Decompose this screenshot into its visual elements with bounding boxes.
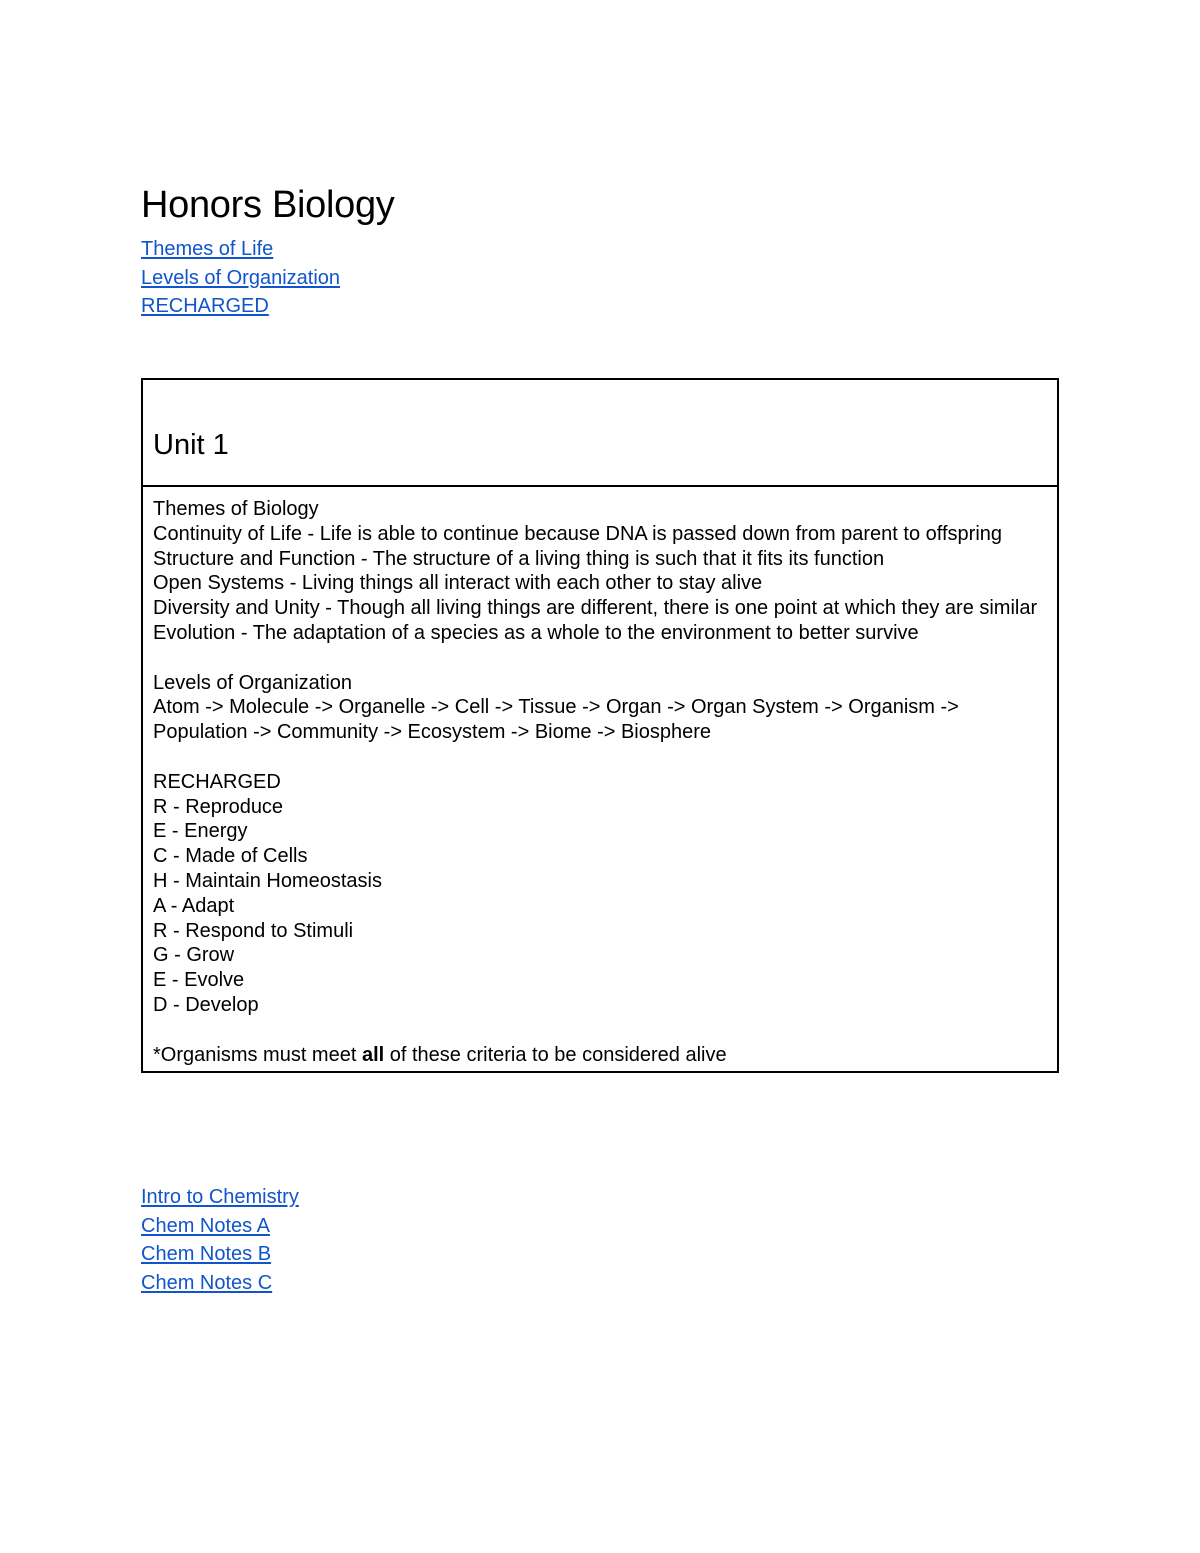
criteria-note xyxy=(153,1043,1045,1068)
levels-heading: Levels of Organization xyxy=(153,671,353,694)
levels-sequence: Atom -> Molecule -> Organelle -> Cell -> Tissue -> Organ -> Organ System -> Organism -> Population -> Community -> Ecosystem -> Biome -> Biosphere xyxy=(153,696,959,744)
spacer xyxy=(153,1018,1045,1043)
link-chem-notes-c[interactable]: Chem Notes C xyxy=(141,1272,273,1295)
theme-item: Continuity of Life - Life is able to continue because DNA is passed down from parent to offspring xyxy=(153,522,1003,545)
recharged-item: G - Grow xyxy=(153,944,235,967)
note-text: of these criteria to be considered alive xyxy=(384,1043,727,1066)
bottom-link-list xyxy=(141,1183,299,1298)
recharged-item: R - Reproduce xyxy=(153,795,284,818)
unit-body-cell xyxy=(143,487,1057,1071)
link-themes-of-life[interactable]: Themes of Life xyxy=(141,238,274,260)
theme-item: Structure and Function - The structure of a living thing is such that it fits its function xyxy=(153,547,885,570)
link-chem-notes-b[interactable]: Chem Notes B xyxy=(141,1243,272,1266)
recharged-item: E - Evolve xyxy=(153,969,245,992)
recharged-item: R - Respond to Stimuli xyxy=(153,919,354,942)
recharged-item: D - Develop xyxy=(153,993,259,1016)
link-levels-of-organization[interactable]: Levels of Organization xyxy=(141,266,341,289)
link-item xyxy=(141,1240,299,1269)
unit-heading: Unit 1 xyxy=(153,429,229,461)
link-item xyxy=(141,264,340,293)
recharged-item: C - Made of Cells xyxy=(153,845,308,868)
link-item xyxy=(141,1183,299,1212)
recharged-heading: RECHARGED xyxy=(153,770,281,793)
themes-heading: Themes of Biology xyxy=(153,498,319,520)
unit-table xyxy=(141,378,1059,1073)
top-link-list xyxy=(141,235,340,321)
spacer xyxy=(153,646,1045,671)
theme-item: Open Systems - Living things all interact with each other to stay alive xyxy=(153,572,763,595)
recharged-item: E - Energy xyxy=(153,820,248,843)
link-item xyxy=(141,235,340,264)
link-intro-to-chemistry[interactable]: Intro to Chemistry xyxy=(141,1186,299,1208)
note-text: *Organisms must meet xyxy=(153,1043,362,1066)
link-chem-notes-a[interactable]: Chem Notes A xyxy=(141,1214,270,1237)
theme-item: Diversity and Unity - Though all living things are different, there is one point at which they are similar xyxy=(153,597,1038,620)
theme-item: Evolution - The adaptation of a species as a whole to the environment to better survive xyxy=(153,621,919,644)
recharged-item: H - Maintain Homeostasis xyxy=(153,869,382,892)
spacer xyxy=(153,745,1045,770)
link-item xyxy=(141,292,340,321)
document-title: Honors Biology xyxy=(141,184,395,226)
link-item xyxy=(141,1212,299,1241)
note-emphasis: all xyxy=(361,1043,385,1066)
recharged-item: A - Adapt xyxy=(153,894,235,917)
link-recharged[interactable]: RECHARGED xyxy=(141,295,269,318)
unit-header-cell xyxy=(143,380,1057,487)
link-item xyxy=(141,1269,299,1298)
